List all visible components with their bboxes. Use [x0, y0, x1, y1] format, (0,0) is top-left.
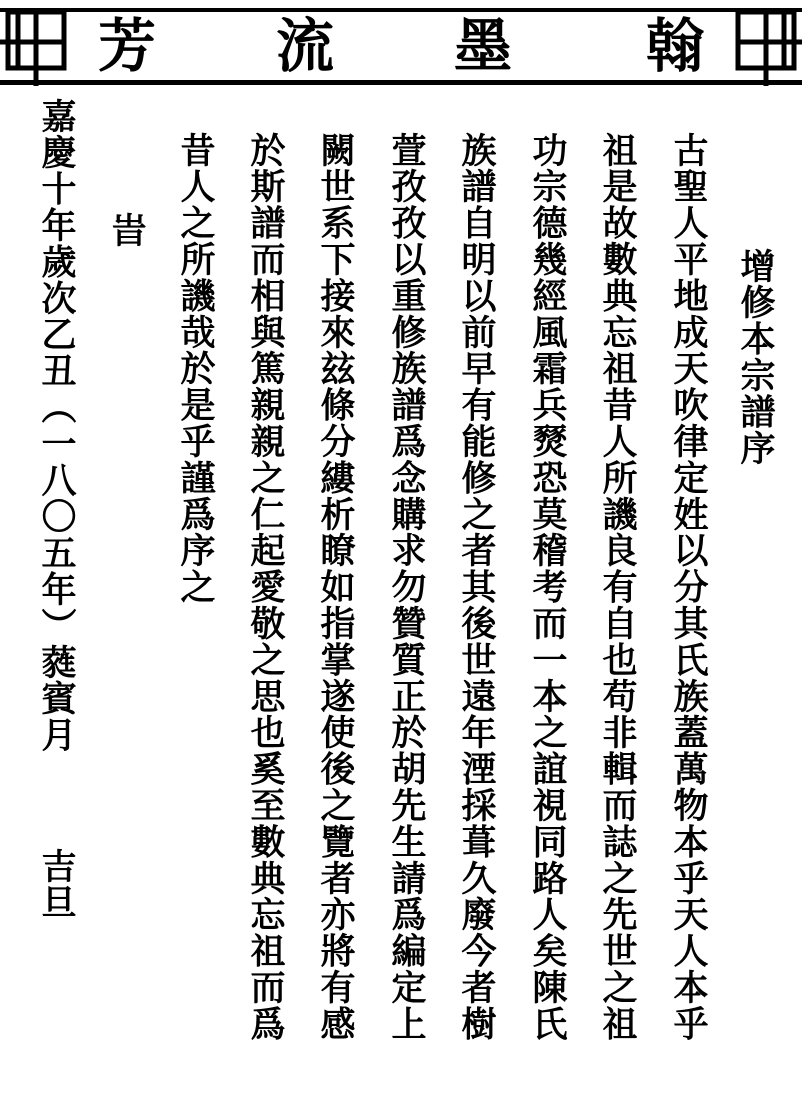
text-column: 古聖人平地成天吹律定姓以分其氏族蓋萬物本乎天人本乎 [668, 132, 709, 1042]
header-title-char: 芳 [97, 12, 156, 80]
text-column: 萱孜孜以重修族譜爲念購求勿贊質正於胡先生請爲編定上 [386, 132, 427, 1042]
text-column: 祖是故數典忘祖昔人所譏良有自也苟非輯而誌之先世之祖 [597, 132, 638, 1042]
date-prefix-column: 旹 [106, 212, 147, 249]
text-column: 昔人之所譏哉於是乎謹爲序之 [175, 132, 216, 606]
corner-lattice-ornament-left [0, 0, 76, 86]
header-title-char: 墨 [453, 12, 512, 80]
text-column: 於斯譜而相與篤親親之仁起愛敬之思也奚至數典忘祖而爲 [245, 132, 286, 1042]
header-title-char: 翰 [645, 12, 704, 80]
page-header [0, 0, 802, 88]
header-bottom-rule [0, 80, 802, 85]
corner-lattice-ornament-right [726, 0, 802, 86]
preface-title-column: 增修本宗譜序 [735, 248, 776, 467]
text-column: 功宗德幾經風霜兵燹恐莫稽考而一本之誼視同路人矣陳氏 [527, 132, 568, 1042]
text-column: 族譜自明以前早有能修之者其後世遠年湮採葺久廢今者樹 [456, 132, 497, 1042]
date-column: 嘉慶十年歲次乙丑（一八〇五年）蕤賓月 [36, 98, 77, 754]
header-title-char: 流 [275, 12, 334, 80]
date-suffix-column: 吉旦 [36, 848, 77, 921]
text-column: 闕世系下接來玆條分縷析瞭如指掌遂使後之覽者亦將有感 [315, 132, 356, 1042]
